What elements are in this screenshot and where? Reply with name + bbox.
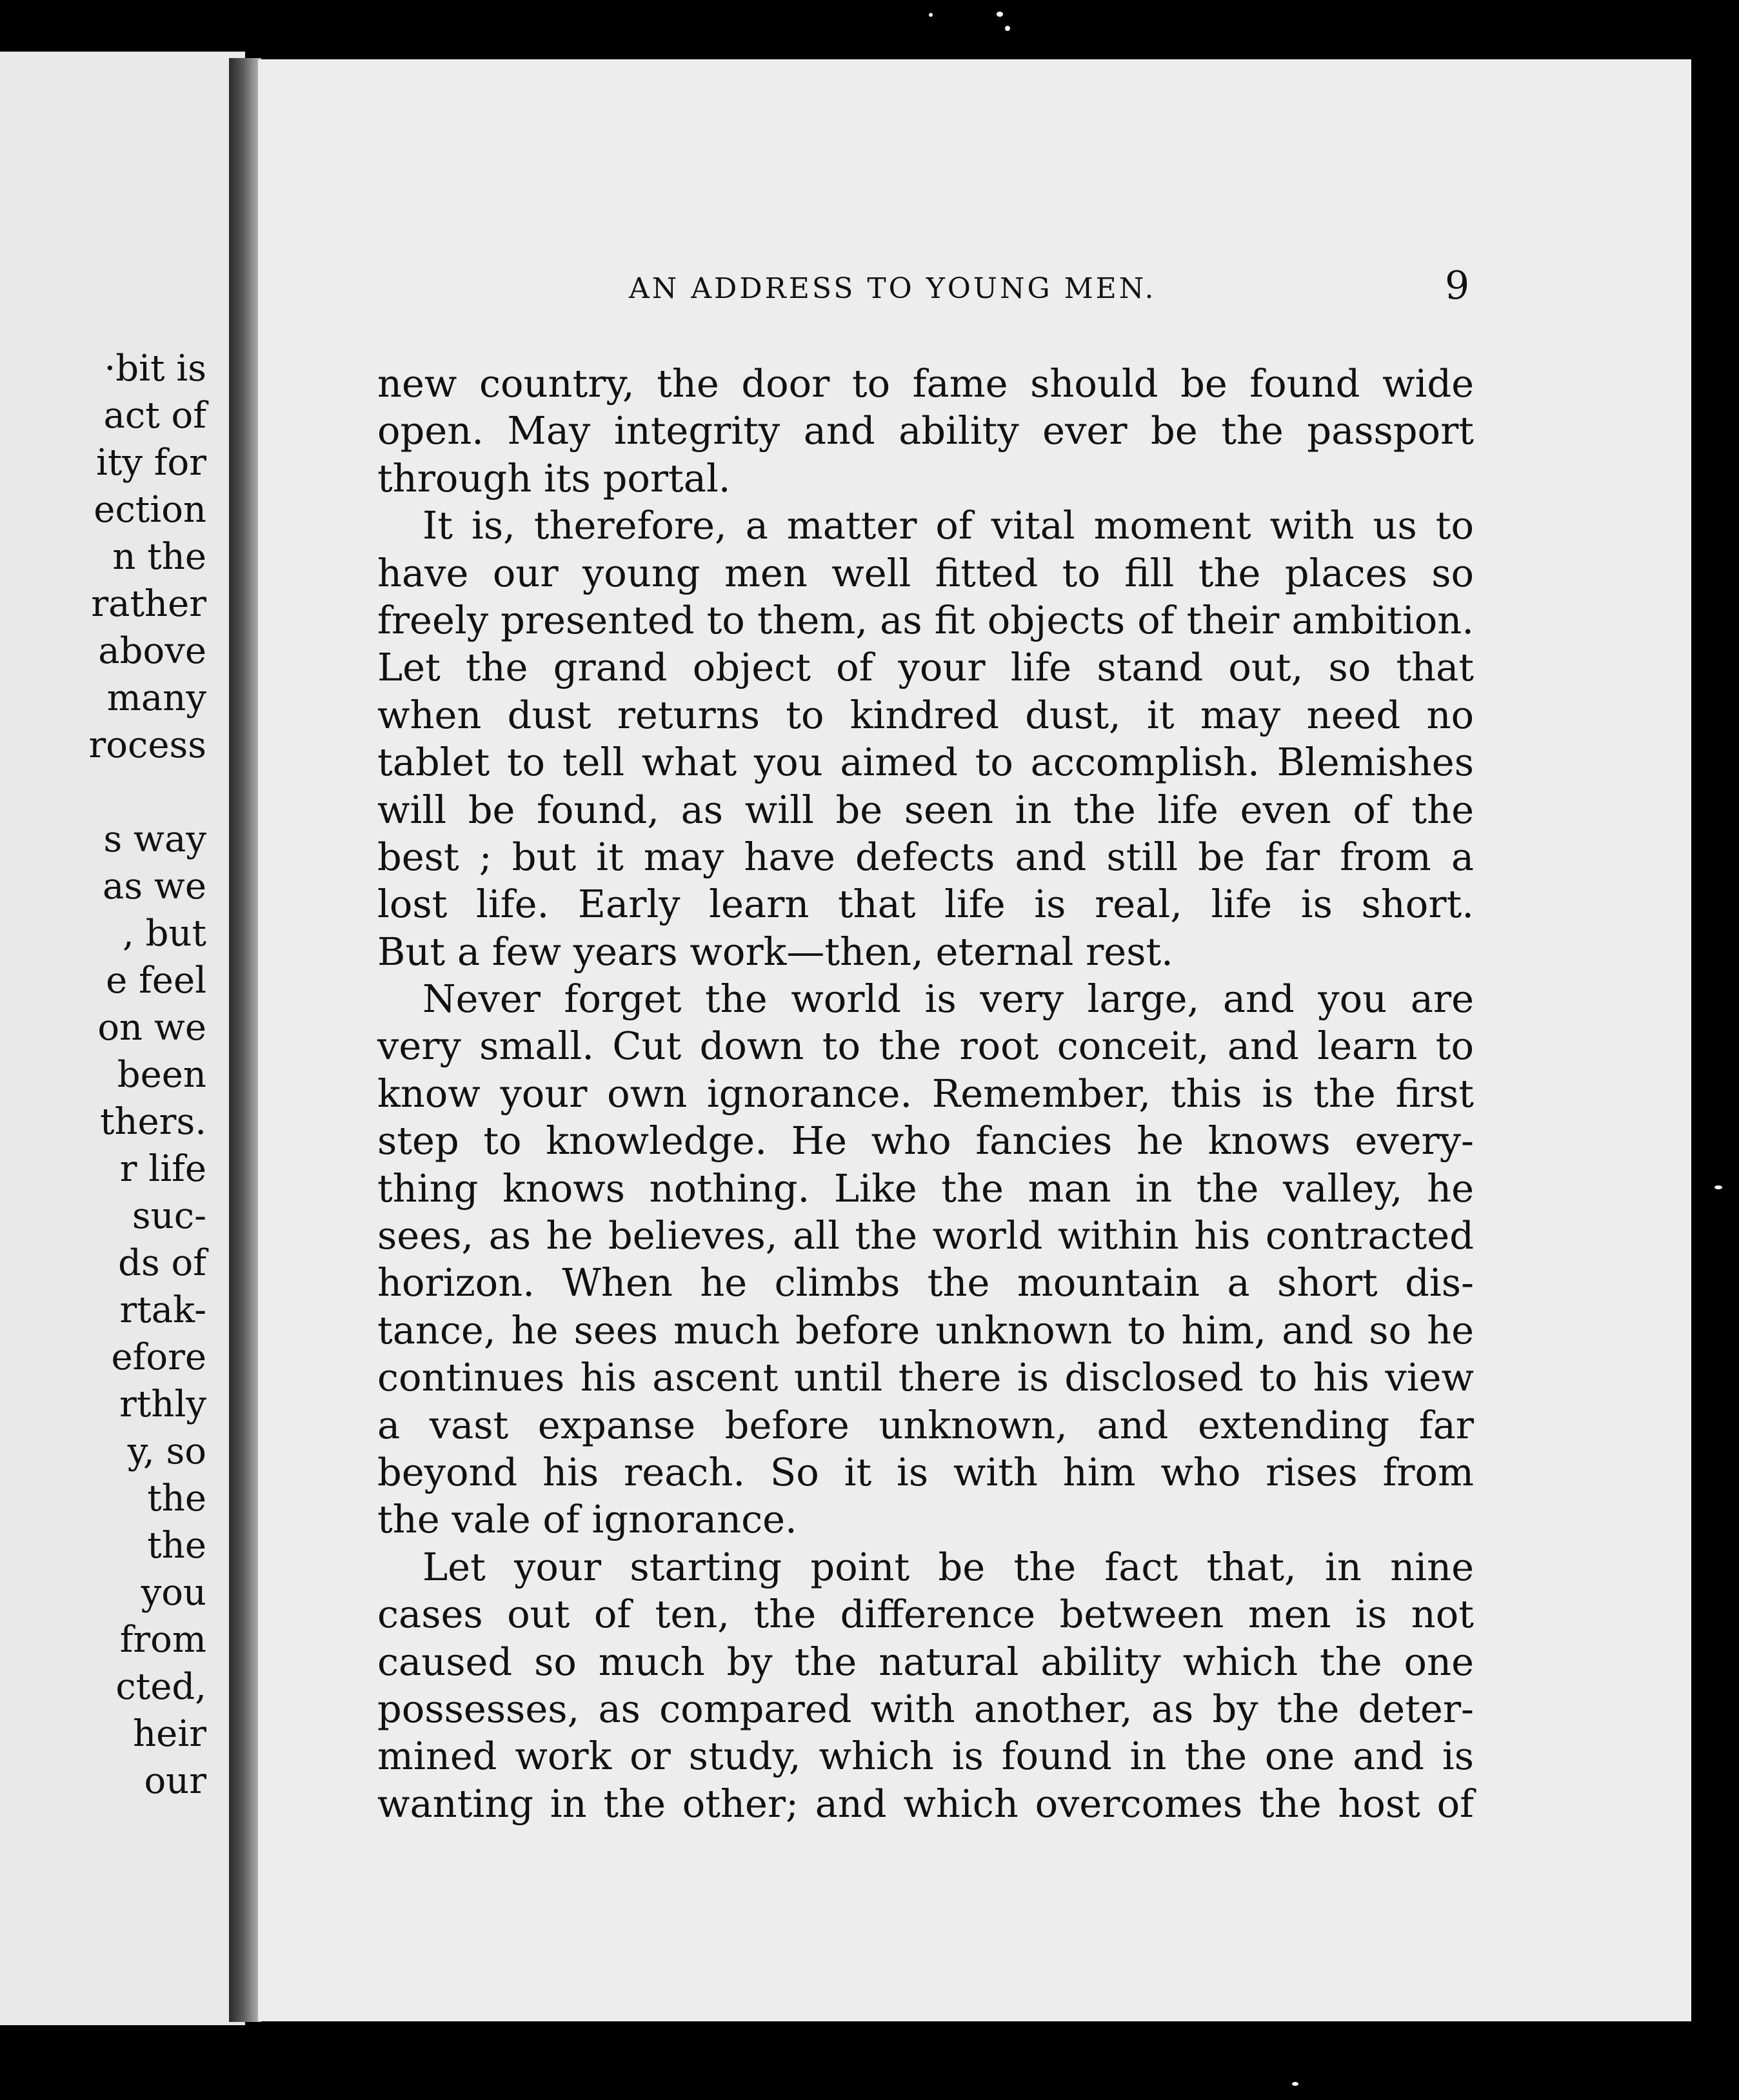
left-line: heir bbox=[133, 1713, 206, 1755]
left-line: been bbox=[117, 1054, 206, 1096]
left-line: suc- bbox=[132, 1195, 206, 1237]
text-line: a vast expanse before unknown, and extending far bbox=[377, 1402, 1474, 1447]
left-line: n the bbox=[112, 536, 206, 578]
text-line: when dust returns to kindred dust, it may need no bbox=[377, 692, 1474, 737]
text-line: lost life. Early learn that life is real, life is short. bbox=[377, 882, 1474, 927]
text-line: horizon. When he climbs the mountain a short dis- bbox=[377, 1260, 1474, 1305]
scan-dust-speck bbox=[1005, 26, 1010, 31]
text-line: possesses, as compared with another, as by the deter- bbox=[377, 1686, 1474, 1731]
text-line: wanting in the other; and which overcomes the host of bbox=[377, 1781, 1474, 1826]
text-line: Let your starting point be the fact that, in nine bbox=[422, 1544, 1474, 1589]
text-line: Never forget the world is very large, and you are bbox=[422, 976, 1474, 1022]
left-line: rather bbox=[91, 583, 206, 625]
left-line: rocess bbox=[88, 724, 206, 766]
left-line: , but bbox=[122, 913, 206, 955]
left-line: thers. bbox=[99, 1101, 206, 1143]
left-line: you bbox=[141, 1572, 206, 1614]
text-line: the vale of ignorance. bbox=[377, 1497, 797, 1542]
page-number: 9 bbox=[1445, 263, 1470, 308]
text-line: It is, therefore, a matter of vital moment with us to bbox=[422, 503, 1474, 548]
left-line: y, so bbox=[127, 1431, 206, 1472]
left-line: s way bbox=[103, 818, 206, 860]
left-line: our bbox=[144, 1760, 206, 1802]
text-line: freely presented to them, as fit objects of their ambition. bbox=[377, 597, 1474, 642]
left-line: ection bbox=[94, 489, 206, 531]
left-line: ds of bbox=[118, 1242, 206, 1284]
left-facing-page bbox=[0, 52, 245, 2025]
left-line: efore bbox=[111, 1336, 206, 1378]
text-line: step to knowledge. He who fancies he knows every- bbox=[377, 1118, 1474, 1164]
left-line: the bbox=[147, 1525, 206, 1567]
book-gutter-shadow bbox=[229, 58, 261, 2022]
text-line: know your own ignorance. Remember, this is the first bbox=[377, 1071, 1474, 1116]
left-line: rtak- bbox=[119, 1289, 206, 1331]
text-line: open. May integrity and ability ever be the passport bbox=[377, 408, 1474, 453]
text-line: very small. Cut down to the root conceit, and learn to bbox=[377, 1024, 1474, 1069]
left-line: ·bit is bbox=[104, 348, 206, 390]
left-line: r life bbox=[119, 1148, 206, 1190]
scan-dust-speck bbox=[929, 13, 933, 17]
text-line: thing knows nothing. Like the man in the valley, he bbox=[377, 1165, 1474, 1211]
left-line: cted, bbox=[115, 1666, 206, 1708]
scan-dust-speck bbox=[1714, 1185, 1722, 1189]
text-line: sees, as he believes, all the world within his contracted bbox=[377, 1213, 1474, 1258]
left-line-blank bbox=[0, 769, 206, 816]
text-line: mined work or study, which is found in the one and is bbox=[377, 1734, 1474, 1779]
left-line: from bbox=[119, 1619, 206, 1661]
text-line: beyond his reach. So it is with him who rises from bbox=[377, 1449, 1474, 1494]
body-text bbox=[377, 360, 1474, 1827]
text-line: tablet to tell what you aimed to accomplish. Blemishes bbox=[377, 740, 1474, 785]
text-line: Let the grand object of your life stand out, so that bbox=[377, 645, 1474, 690]
left-line: act of bbox=[103, 395, 206, 437]
left-line: the bbox=[147, 1478, 206, 1520]
right-page bbox=[258, 59, 1691, 2021]
text-line: through its portal. bbox=[377, 455, 731, 500]
text-line: cases out of ten, the difference between men is not bbox=[377, 1592, 1474, 1637]
text-line: best ; but it may have defects and still be far from a bbox=[377, 834, 1474, 879]
text-line: have our young men well fitted to fill the places so bbox=[377, 550, 1474, 595]
left-line: rthly bbox=[119, 1383, 206, 1425]
left-line: above bbox=[98, 630, 206, 672]
left-line: on we bbox=[97, 1007, 206, 1049]
text-line: new country, the door to fame should be found wide bbox=[377, 361, 1474, 406]
left-line: as we bbox=[103, 866, 206, 907]
left-page-text-fragments bbox=[0, 345, 206, 1805]
scan-dust-speck bbox=[997, 12, 1003, 17]
text-line: caused so much by the natural ability which the one bbox=[377, 1639, 1474, 1684]
left-line: ity for bbox=[95, 442, 206, 484]
left-line: e feel bbox=[106, 960, 206, 1002]
running-title: AN ADDRESS TO YOUNG MEN. bbox=[629, 272, 1157, 305]
text-line: tance, he sees much before unknown to him, and so he bbox=[377, 1307, 1474, 1352]
text-line: will be found, as will be seen in the life even of the bbox=[377, 787, 1474, 832]
text-line: But a few years work—then, eternal rest. bbox=[377, 929, 1173, 974]
scan-dust-speck bbox=[1292, 2082, 1298, 2086]
left-line: many bbox=[106, 677, 206, 719]
text-line: continues his ascent until there is disclosed to his view bbox=[377, 1355, 1474, 1400]
